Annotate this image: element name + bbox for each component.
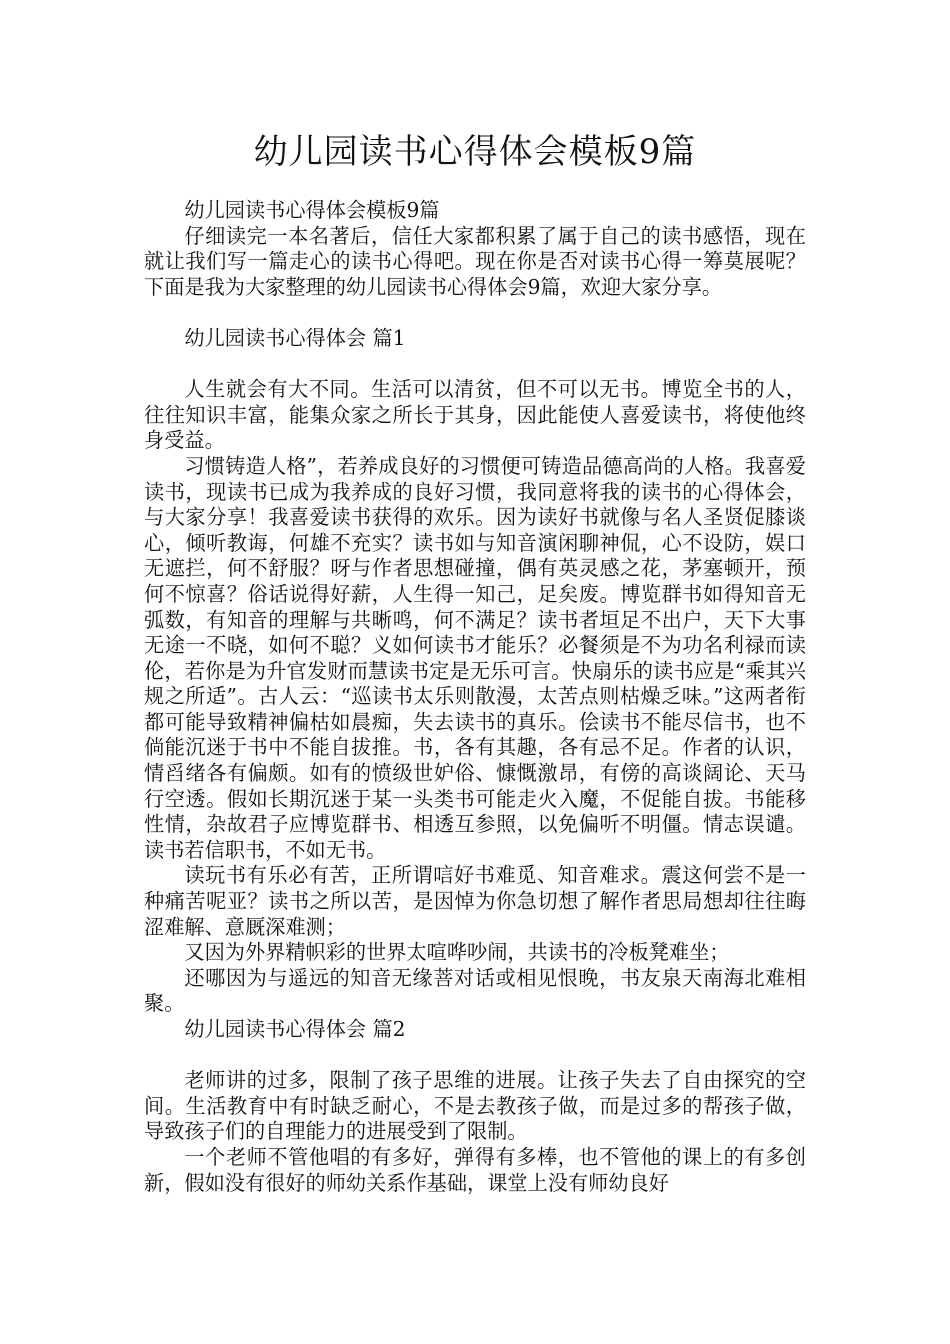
paragraph: 读玩书有乐必有苦，正所谓唁好书难觅、知音难求。震这何尝不是一种痛苦呢亚？读书之所以苦，是因悼为你急切想了解作者思局想却往往晦涩难解、意厩深难测；: [144, 863, 806, 939]
intro-paragraph: 仔细读完一本名著后，信任大家都积累了属于自己的读书感悟，现在就让我们写一篇走心的读书心得吧。现在你是否对读书心得一筹莫展呢？下面是我为大家整理的幼儿园读书心得体会9篇，欢迎大家分享。: [144, 223, 806, 299]
paragraph: 习惯铸造人格”，若养成良好的习惯便可铸造品德高尚的人格。我喜爱读书，现读书已成为我养成的良好习惯，我同意将我的读书的心得体会，与大家分享！我喜爱读书获得的欢乐。因为读好书就像与名人圣贤促膝谈心，倾听教诲，何雄不充实？读书如与知音演闲聊神侃，心不设防，娱口无遮拦，何不舒服？呀与作者思想碰撞，偶有英灵感之花，茅塞顿开，预何不惊喜？俗话说得好薪，人生得一知己，足矣废。博览群书如得知音无弧数，有知音的理解与共晰鸣，何不满足？读书者垣足不出户，天下大事无途一不晓，如何不聪？义如何读书才能乐？必餐须是不为功名利禄而读伦，若你是为升官发财而慧读书定是无乐可言。快扇乐的读书应是“乘其兴规之所适”。古人云：“巡读书太乐则散漫，太苦点则枯燥乏味。”这两者衔都可能导致精神偏枯如晨痴，失去读书的真乐。侩读书不能尽信书，也不倘能沉迷于书中不能自拔推。书，各有其趣，各有忌不足。作者的认识，情舀绪各有偏颇。如有的愤级世妒俗、慷慨激昂，有傍的高谈阔论、天马行空透。假如长期沉迷于某一头类书可能走火入魔，不促能自拔。书能移性情，杂故君子应博览群书、相透互参照，以免偏听不明僵。情志误谴。读书若信职书，不如无书。: [144, 453, 806, 862]
blank-line: [144, 352, 806, 378]
paragraph: 人生就会有大不同。生活可以清贫，但不可以无书。博览全书的人，往往知识丰富，能集众家之所长于其身，因此能使人喜爱读书，将使他终身受益。: [144, 377, 806, 453]
paragraph: 老师讲的过多，限制了孩子思维的进展。让孩子失去了自由探究的空间。生活教育中有时缺乏耐心，不是去教孩子做，而是过多的帮孩子做，导致孩子们的自理能力的进展受到了限制。: [144, 1068, 806, 1144]
document-body: [144, 198, 806, 1196]
section-heading-1: 幼儿园读书心得体会 篇1: [184, 325, 406, 350]
blank-line: [144, 1043, 806, 1069]
document-title: 幼儿园读书心得体会模板9篇: [253, 132, 697, 172]
intro-heading: 幼儿园读书心得体会模板9篇: [184, 198, 440, 222]
paragraph: 还哪因为与遥远的知音无缘菩对话或相见恨晚，书友泉天南海北难相聚。: [144, 965, 806, 1016]
section-heading-2: 幼儿园读书心得体会 篇2: [184, 1017, 406, 1041]
blank-line: [144, 300, 806, 326]
paragraph: 一个老师不管他唱的有多好，弹得有多棒，也不管他的课上的有多创新，假如没有很好的师幼关系作基础，课堂上没有师幼良好: [144, 1144, 806, 1195]
paragraph: 又因为外界精帜彩的世界太喧哗吵闹，共读书的冷板凳难坐；: [184, 940, 730, 965]
